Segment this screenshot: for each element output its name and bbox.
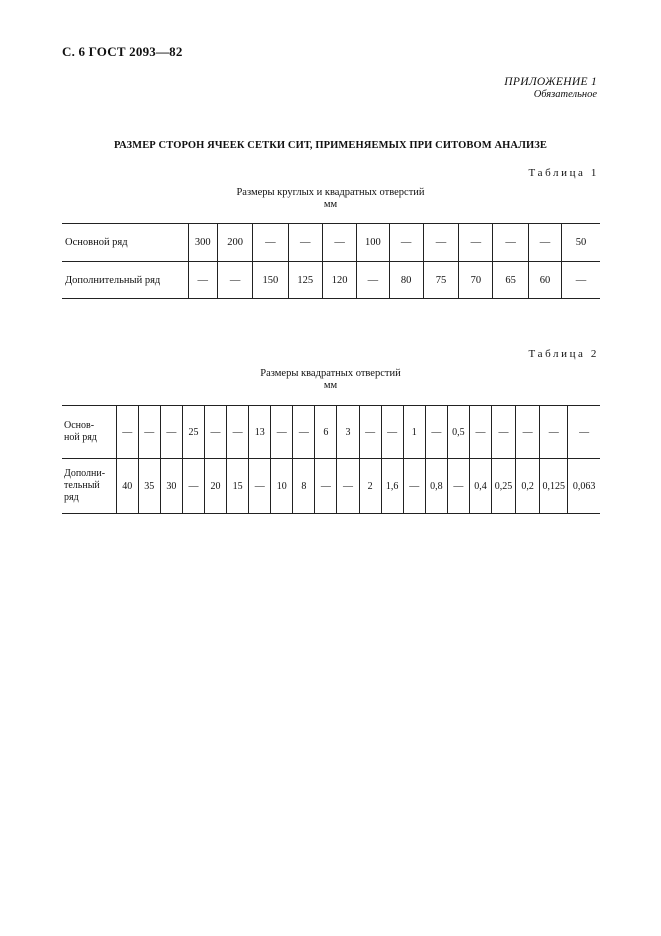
- table2-cell: —: [249, 459, 271, 514]
- table2-row-header-line: Основ-: [64, 420, 95, 431]
- table2-row-header-line: тельный: [64, 480, 100, 491]
- table2-cell: —: [381, 406, 403, 459]
- table1-cell: 200: [217, 224, 252, 262]
- table2-cell: 1: [403, 406, 425, 459]
- table1-cell: 125: [288, 262, 322, 299]
- table1-unit: мм: [323, 199, 338, 210]
- table2-cell: 0,125: [540, 459, 568, 514]
- table2-cell: —: [469, 406, 491, 459]
- table1-cell: —: [357, 262, 389, 299]
- table2-cell: —: [160, 406, 182, 459]
- table1-cell: —: [459, 224, 493, 262]
- table2-row-header-line: ряд: [64, 492, 79, 503]
- table2-cell: 2: [359, 459, 381, 514]
- table2-row-header: [62, 459, 116, 514]
- table1-cell: —: [562, 262, 600, 299]
- table1-cell: —: [528, 224, 561, 262]
- table2-cell: —: [138, 406, 160, 459]
- document-title: РАЗМЕР СТОРОН ЯЧЕЕК СЕТКИ СИТ, ПРИМЕНЯЕМЫХ ПРИ СИТОВОМ АНАЛИЗЕ: [113, 140, 548, 151]
- table2-cell: —: [403, 459, 425, 514]
- table2-row-header-line: Дополни-: [64, 468, 106, 479]
- table1-cell: 50: [562, 224, 600, 262]
- table1-cell: 70: [459, 262, 493, 299]
- table2-cell: —: [568, 406, 600, 459]
- table1-cell: —: [253, 224, 288, 262]
- table1-label: Таблица 1: [528, 167, 599, 179]
- table2-cell: 13: [249, 406, 271, 459]
- table1-cell: 65: [493, 262, 528, 299]
- table2-cell: 0,8: [425, 459, 447, 514]
- table2-row-additional: [62, 459, 600, 514]
- table2-caption-block: [0, 368, 661, 392]
- table2-cell: —: [315, 459, 337, 514]
- table1-caption: Размеры круглых и квадратных отверстий: [236, 187, 425, 198]
- table2-cell: 40: [116, 459, 138, 514]
- table1-cell: 60: [528, 262, 561, 299]
- table1-cell: —: [288, 224, 322, 262]
- table2-cell: 0,5: [447, 406, 469, 459]
- table2-cell: 35: [138, 459, 160, 514]
- appendix-status: Обязательное: [533, 89, 597, 100]
- table2-cell: 15: [227, 459, 249, 514]
- table2-cell: 0,25: [492, 459, 516, 514]
- table2-cell: 3: [337, 406, 359, 459]
- table1-cell: 75: [423, 262, 458, 299]
- table1-cell: —: [493, 224, 528, 262]
- appendix-block: [504, 76, 597, 100]
- table2-cell: —: [227, 406, 249, 459]
- table2-cell: —: [182, 459, 204, 514]
- table2-row-main: [62, 406, 600, 459]
- table2-cell: 0,4: [469, 459, 491, 514]
- table1-cell: 300: [188, 224, 217, 262]
- table1-caption-block: [0, 187, 661, 211]
- table1-row-main: [62, 224, 600, 262]
- table1-cell: 150: [253, 262, 288, 299]
- table1-cell: 80: [389, 262, 423, 299]
- table2-label: Таблица 2: [528, 348, 599, 360]
- table1-row-header: Дополнительный ряд: [65, 274, 161, 286]
- table2-cell: —: [205, 406, 227, 459]
- table1-cell: —: [322, 224, 356, 262]
- table2-cell: —: [425, 406, 447, 459]
- table2-cell: 8: [293, 459, 315, 514]
- table1-cell: 100: [357, 224, 389, 262]
- table2-cell: —: [271, 406, 293, 459]
- table2-cell: —: [293, 406, 315, 459]
- table1: [62, 223, 600, 299]
- table1-cell: 120: [322, 262, 356, 299]
- table1-row-additional: [62, 262, 600, 299]
- table1-row-header: Основной ряд: [62, 224, 188, 262]
- table2-row-header-line: ной ряд: [64, 432, 97, 443]
- table2-cell: 25: [182, 406, 204, 459]
- appendix-title: ПРИЛОЖЕНИЕ 1: [504, 76, 597, 88]
- table2-cell: —: [359, 406, 381, 459]
- table1-cell: —: [217, 262, 252, 299]
- table1-cell: —: [423, 224, 458, 262]
- table2-cell: —: [447, 459, 469, 514]
- table2-cell: 6: [315, 406, 337, 459]
- table2-cell: —: [116, 406, 138, 459]
- table1-cell: —: [188, 262, 217, 299]
- table2-cell: —: [337, 459, 359, 514]
- table2-cell: 1,6: [381, 459, 403, 514]
- table2-caption: Размеры квадратных отверстий: [260, 368, 401, 379]
- table2-cell: —: [516, 406, 540, 459]
- table2-cell: —: [492, 406, 516, 459]
- table2: [62, 405, 600, 514]
- table2-cell: 20: [205, 459, 227, 514]
- table2-cell: 0,063: [568, 459, 600, 514]
- table1-cell: —: [389, 224, 423, 262]
- table2-unit: мм: [323, 380, 338, 391]
- table2-cell: —: [540, 406, 568, 459]
- table2-cell: 30: [160, 459, 182, 514]
- table2-cell: 0,2: [516, 459, 540, 514]
- page-header: С. 6 ГОСТ 2093—82: [62, 44, 183, 59]
- table2-cell: 10: [271, 459, 293, 514]
- table2-row-header: [62, 406, 116, 459]
